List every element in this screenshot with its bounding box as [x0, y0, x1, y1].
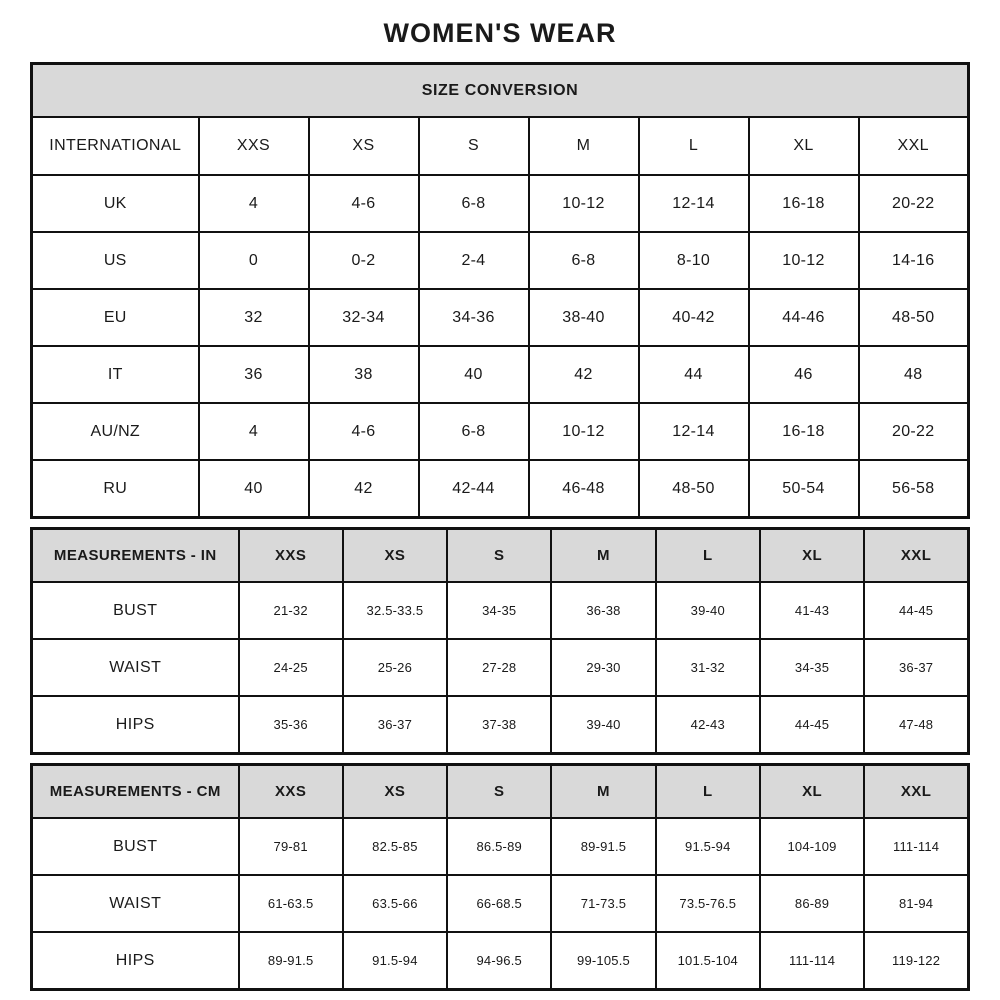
value-cell: 42-44 [419, 460, 529, 518]
value-cell: 46 [749, 346, 859, 403]
row-label: EU [32, 289, 199, 346]
value-cell: 31-32 [656, 639, 760, 696]
value-cell: 119-122 [864, 932, 968, 990]
column-header: INTERNATIONAL [32, 117, 199, 175]
column-header: M [551, 765, 655, 819]
row-label: BUST [32, 582, 239, 639]
row-label: US [32, 232, 199, 289]
row-label: AU/NZ [32, 403, 199, 460]
value-cell: 27-28 [447, 639, 551, 696]
value-cell: 111-114 [864, 818, 968, 875]
size-conversion-table [30, 62, 970, 519]
row-label: UK [32, 175, 199, 232]
column-header: XS [343, 529, 447, 583]
value-cell: 61-63.5 [239, 875, 343, 932]
value-cell: 16-18 [749, 175, 859, 232]
value-cell: 20-22 [859, 175, 969, 232]
value-cell: 86-89 [760, 875, 864, 932]
row-label: WAIST [32, 875, 239, 932]
value-cell: 25-26 [343, 639, 447, 696]
value-cell: 66-68.5 [447, 875, 551, 932]
value-cell: 82.5-85 [343, 818, 447, 875]
row-label: RU [32, 460, 199, 518]
value-cell: 89-91.5 [239, 932, 343, 990]
value-cell: 44 [639, 346, 749, 403]
value-cell: 36 [199, 346, 309, 403]
value-cell: 32.5-33.5 [343, 582, 447, 639]
size-conversion-row [32, 346, 969, 403]
column-header: L [656, 529, 760, 583]
value-cell: 32 [199, 289, 309, 346]
value-cell: 20-22 [859, 403, 969, 460]
value-cell: 104-109 [760, 818, 864, 875]
size-conversion-row [32, 175, 969, 232]
value-cell: 4 [199, 175, 309, 232]
value-cell: 42-43 [656, 696, 760, 754]
row-label: BUST [32, 818, 239, 875]
value-cell: 89-91.5 [551, 818, 655, 875]
column-header: XXS [199, 117, 309, 175]
value-cell: 44-45 [760, 696, 864, 754]
column-header: XS [343, 765, 447, 819]
column-header: XL [760, 529, 864, 583]
value-cell: 50-54 [749, 460, 859, 518]
value-cell: 24-25 [239, 639, 343, 696]
column-header: L [656, 765, 760, 819]
column-header: XXL [859, 117, 969, 175]
column-header: XXL [864, 529, 968, 583]
value-cell: 10-12 [529, 175, 639, 232]
column-header: S [419, 117, 529, 175]
value-cell: 71-73.5 [551, 875, 655, 932]
value-cell: 48-50 [639, 460, 749, 518]
value-cell: 4-6 [309, 403, 419, 460]
value-cell: 2-4 [419, 232, 529, 289]
value-cell: 38-40 [529, 289, 639, 346]
page-title: WOMEN'S WEAR [383, 18, 617, 48]
table-title: MEASUREMENTS - IN [32, 529, 239, 583]
column-header: M [529, 117, 639, 175]
size-conversion-row [32, 403, 969, 460]
value-cell: 86.5-89 [447, 818, 551, 875]
measurements-cm-header-row [32, 765, 969, 819]
value-cell: 79-81 [239, 818, 343, 875]
column-header: S [447, 765, 551, 819]
value-cell: 0-2 [309, 232, 419, 289]
value-cell: 12-14 [639, 403, 749, 460]
column-header: XXL [864, 765, 968, 819]
measurements-in-header-row [32, 529, 969, 583]
measurements-in-row [32, 696, 969, 754]
value-cell: 48 [859, 346, 969, 403]
value-cell: 12-14 [639, 175, 749, 232]
value-cell: 94-96.5 [447, 932, 551, 990]
measurements-in-row [32, 639, 969, 696]
measurements-cm-row [32, 875, 969, 932]
value-cell: 4-6 [309, 175, 419, 232]
value-cell: 56-58 [859, 460, 969, 518]
measurements-in-table [30, 527, 970, 755]
size-conversion-row [32, 232, 969, 289]
column-header: XL [749, 117, 859, 175]
value-cell: 34-35 [447, 582, 551, 639]
value-cell: 41-43 [760, 582, 864, 639]
value-cell: 21-32 [239, 582, 343, 639]
value-cell: 63.5-66 [343, 875, 447, 932]
value-cell: 44-45 [864, 582, 968, 639]
value-cell: 42 [529, 346, 639, 403]
value-cell: 16-18 [749, 403, 859, 460]
value-cell: 111-114 [760, 932, 864, 990]
value-cell: 91.5-94 [343, 932, 447, 990]
size-conversion-title: SIZE CONVERSION [32, 64, 969, 118]
value-cell: 8-10 [639, 232, 749, 289]
value-cell: 38 [309, 346, 419, 403]
measurements-in-row [32, 582, 969, 639]
value-cell: 36-38 [551, 582, 655, 639]
row-label: HIPS [32, 696, 239, 754]
value-cell: 44-46 [749, 289, 859, 346]
size-conversion-header-row [32, 117, 969, 175]
size-conversion-row [32, 460, 969, 518]
column-header: L [639, 117, 749, 175]
value-cell: 40 [419, 346, 529, 403]
value-cell: 0 [199, 232, 309, 289]
value-cell: 36-37 [343, 696, 447, 754]
row-label: HIPS [32, 932, 239, 990]
value-cell: 39-40 [656, 582, 760, 639]
row-label: IT [32, 346, 199, 403]
value-cell: 73.5-76.5 [656, 875, 760, 932]
value-cell: 34-36 [419, 289, 529, 346]
value-cell: 42 [309, 460, 419, 518]
value-cell: 48-50 [859, 289, 969, 346]
value-cell: 91.5-94 [656, 818, 760, 875]
column-header: XXS [239, 765, 343, 819]
value-cell: 10-12 [749, 232, 859, 289]
measurements-cm-row [32, 818, 969, 875]
value-cell: 101.5-104 [656, 932, 760, 990]
value-cell: 40 [199, 460, 309, 518]
size-conversion-title-row [32, 64, 969, 118]
value-cell: 47-48 [864, 696, 968, 754]
measurements-cm-row [32, 932, 969, 990]
value-cell: 6-8 [419, 403, 529, 460]
value-cell: 40-42 [639, 289, 749, 346]
value-cell: 6-8 [419, 175, 529, 232]
value-cell: 4 [199, 403, 309, 460]
value-cell: 35-36 [239, 696, 343, 754]
column-header: XS [309, 117, 419, 175]
value-cell: 99-105.5 [551, 932, 655, 990]
table-title: MEASUREMENTS - CM [32, 765, 239, 819]
value-cell: 10-12 [529, 403, 639, 460]
measurements-cm-table [30, 763, 970, 991]
value-cell: 34-35 [760, 639, 864, 696]
value-cell: 36-37 [864, 639, 968, 696]
column-header: S [447, 529, 551, 583]
value-cell: 32-34 [309, 289, 419, 346]
column-header: XL [760, 765, 864, 819]
value-cell: 6-8 [529, 232, 639, 289]
value-cell: 29-30 [551, 639, 655, 696]
value-cell: 39-40 [551, 696, 655, 754]
column-header: M [551, 529, 655, 583]
size-conversion-row [32, 289, 969, 346]
value-cell: 37-38 [447, 696, 551, 754]
column-header: XXS [239, 529, 343, 583]
value-cell: 14-16 [859, 232, 969, 289]
row-label: WAIST [32, 639, 239, 696]
value-cell: 81-94 [864, 875, 968, 932]
value-cell: 46-48 [529, 460, 639, 518]
